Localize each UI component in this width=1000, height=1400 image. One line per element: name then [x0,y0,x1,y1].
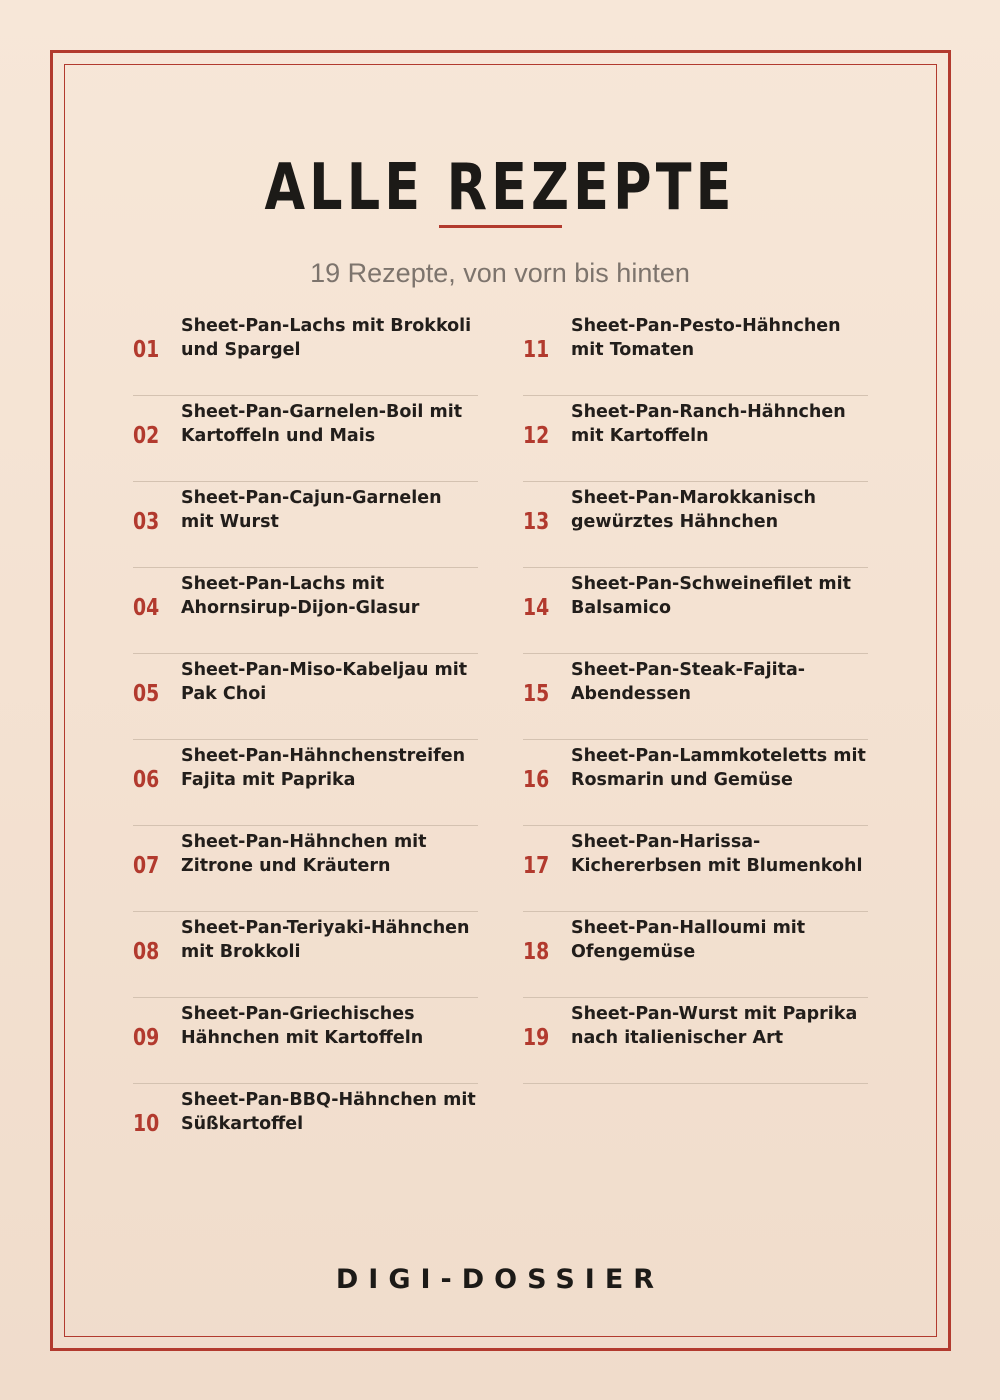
recipe-item[interactable] [523,310,868,396]
recipe-number: 15 [523,681,550,707]
recipe-title: Sheet-Pan-Miso-Kabeljau mit Pak Choi [181,660,468,704]
recipe-item[interactable] [133,998,478,1084]
recipe-title: Sheet-Pan-Lachs mit Brokkoli und Spargel [181,316,472,360]
recipe-item[interactable] [523,826,868,912]
recipe-number: 19 [523,1025,550,1051]
recipe-item[interactable] [133,654,478,740]
recipe-title: Sheet-Pan-Lachs mit Ahornsirup-Dijon-Glasur [181,574,420,618]
recipe-number: 10 [133,1111,160,1137]
recipe-item[interactable] [133,912,478,998]
recipe-number: 11 [523,337,550,363]
recipe-title: Sheet-Pan-BBQ-Hähnchen mit Süßkartoffel [181,1090,476,1134]
recipe-item[interactable] [133,740,478,826]
recipe-title: Sheet-Pan-Harissa-Kichererbsen mit Blumenkohl [571,832,863,876]
recipe-item[interactable] [133,396,478,482]
recipe-item[interactable] [523,998,868,1084]
recipe-list-left [133,310,478,1170]
recipe-title: Sheet-Pan-Schweinefilet mit Balsamico [571,574,852,618]
recipe-number: 09 [133,1025,160,1051]
recipe-number: 02 [133,423,160,449]
recipe-number: 01 [133,337,160,363]
recipe-number: 05 [133,681,160,707]
recipe-title: Sheet-Pan-Marokkanisch gewürztes Hähnchen [571,488,816,532]
recipe-number: 12 [523,423,550,449]
recipe-title: Sheet-Pan-Hähnchenstreifen Fajita mit Paprika [181,746,466,790]
recipe-number: 07 [133,853,160,879]
recipe-number: 04 [133,595,160,621]
recipe-title: Sheet-Pan-Hähnchen mit Zitrone und Kräutern [181,832,427,876]
recipe-number: 17 [523,853,550,879]
recipe-number: 14 [523,595,550,621]
page-subtitle: 19 Rezepte, von vorn bis hinten [310,258,690,288]
recipe-item[interactable] [133,482,478,568]
recipe-item[interactable] [523,912,868,998]
recipe-number: 18 [523,939,550,965]
recipe-title: Sheet-Pan-Garnelen-Boil mit Kartoffeln und Mais [181,402,463,446]
recipe-item[interactable] [523,568,868,654]
recipe-item[interactable] [133,568,478,654]
recipe-item[interactable] [523,482,868,568]
recipe-title: Sheet-Pan-Teriyaki-Hähnchen mit Brokkoli [181,918,470,962]
recipe-title: Sheet-Pan-Pesto-Hähnchen mit Tomaten [571,316,841,360]
recipe-title: Sheet-Pan-Griechisches Hähnchen mit Kartoffeln [181,1004,424,1048]
recipe-title: Sheet-Pan-Wurst mit Paprika nach italienischer Art [571,1004,858,1048]
recipe-item[interactable] [523,740,868,826]
recipe-number: 03 [133,509,160,535]
recipe-item[interactable] [133,310,478,396]
recipe-title: Sheet-Pan-Lammkoteletts mit Rosmarin und Gemüse [571,746,866,790]
recipe-item[interactable] [133,1084,478,1170]
recipe-item[interactable] [523,654,868,740]
recipe-title: Sheet-Pan-Cajun-Garnelen mit Wurst [181,488,442,532]
recipe-title: Sheet-Pan-Ranch-Hähnchen mit Kartoffeln [571,402,846,446]
recipe-title: Sheet-Pan-Steak-Fajita-Abendessen [571,660,806,704]
page-title: ALLE REZEPTE [264,151,736,225]
title-underline [439,225,562,228]
recipe-number: 13 [523,509,550,535]
brand-footer: DIGI-DOSSIER [335,1264,665,1295]
recipe-item[interactable] [523,396,868,482]
recipe-number: 06 [133,767,160,793]
recipe-item[interactable] [133,826,478,912]
recipe-title: Sheet-Pan-Halloumi mit Ofengemüse [571,918,806,962]
recipe-list-right [523,310,868,1084]
recipe-number: 08 [133,939,160,965]
recipe-number: 16 [523,767,550,793]
